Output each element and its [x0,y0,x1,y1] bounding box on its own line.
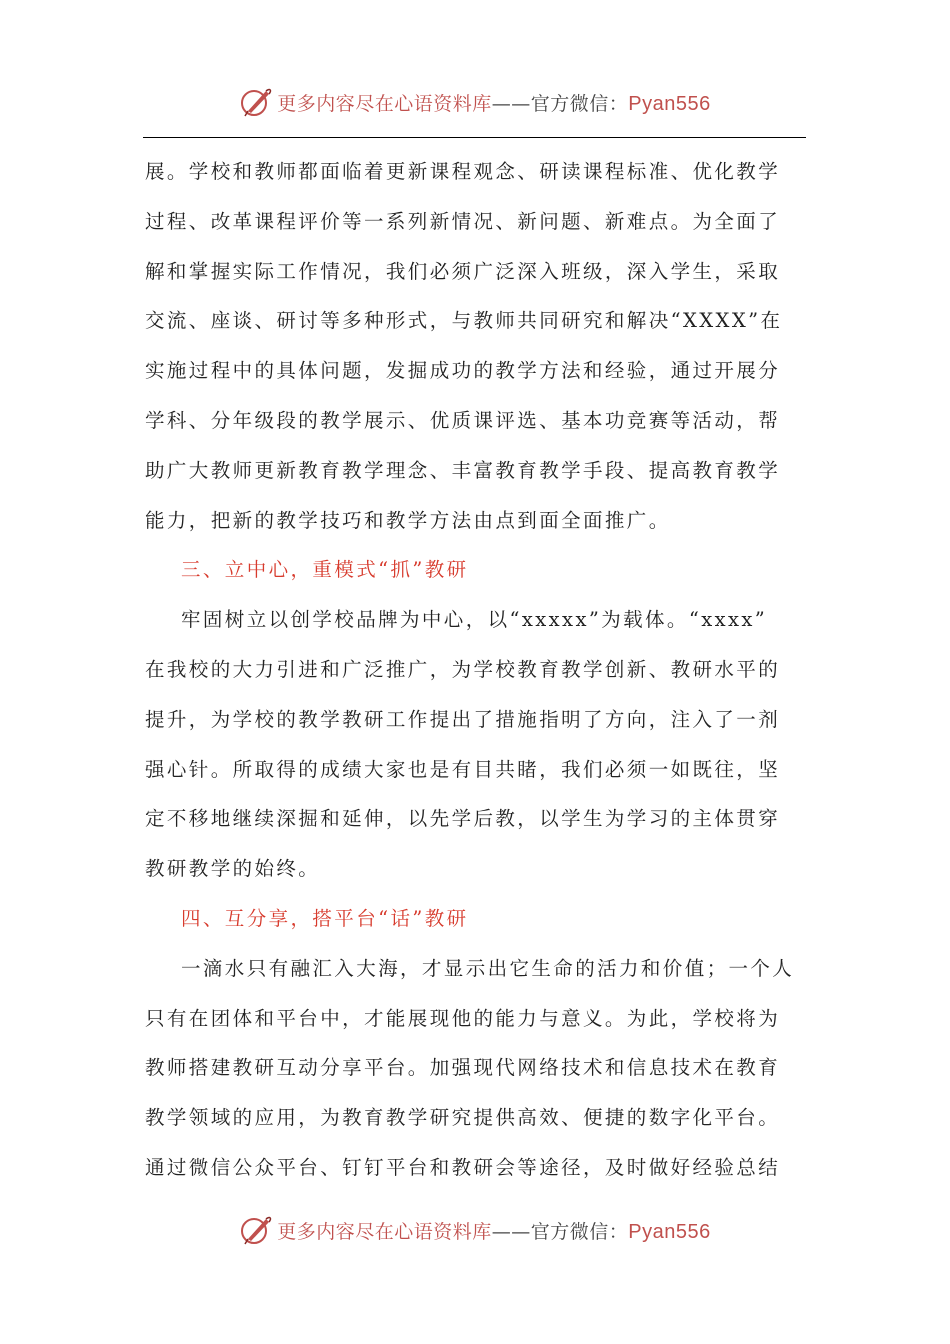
body-line: 解和掌握实际工作情况，我们必须广泛深入班级，深入学生，采取 [145,259,781,283]
header-site-name: 更多内容尽在心语资料库 [277,92,492,115]
body-line: 交流、座谈、研讨等多种形式，与教师共同研究和解决“XXXX”在 [145,309,783,333]
body-line: 一滴水只有融汇入大海，才显示出它生命的活力和价值；一个人 [181,956,795,980]
body-line: 定不移地继续深掘和延伸，以先学后教，以学生为学习的主体贯穿 [145,807,781,831]
body-line: 提升，为学校的教学教研工作提出了措施指明了方向，注入了一剂 [145,707,781,731]
footer-site-name: 更多内容尽在心语资料库 [277,1220,492,1243]
quill-logo-icon [239,1213,273,1247]
body-line: 助广大教师更新教育教学理念、丰富教育教学手段、提高教育教学 [145,458,781,482]
quill-logo-icon [239,85,273,119]
document-body [145,147,805,1193]
body-line: 展。学校和教师都面临着更新课程观念、研读课程标准、优化教学 [145,160,781,183]
footer-banner [0,1210,950,1250]
body-line: 只有在团体和平台中，才能展现他的能力与意义。为此，学校将为 [145,1006,781,1030]
body-line: 过程、改革课程评价等一系列新情况、新问题、新难点。为全面了 [145,209,781,233]
footer-separator: —— [491,1220,531,1243]
header-separator: —— [491,92,531,115]
footer-wechat-id: Pyan556 [628,1220,711,1243]
body-line: 实施过程中的具体问题，发掘成功的教学方法和经验，通过开展分 [145,359,781,383]
section-heading-4: 四、互分享，搭平台“话”教研 [181,906,469,930]
header-banner [0,82,950,122]
body-line: 教学领域的应用，为教育教学研究提供高效、便捷的数字化平台。 [145,1106,781,1130]
header-wechat-label: 官方微信： [530,92,629,115]
body-line: 强心针。所取得的成绩大家也是有目共睹，我们必须一如既往，坚 [145,757,781,781]
body-line: 在我校的大力引进和广泛推广，为学校教育教学创新、教研水平的 [145,657,781,681]
header-wechat-id: Pyan556 [628,92,711,115]
body-line: 教师搭建教研互动分享平台。加强现代网络技术和信息技术在教育 [145,1056,781,1080]
footer-banner-text [277,1217,711,1244]
header-banner-text [277,89,711,116]
body-line: 牢固树立以创学校品牌为中心，以“xxxxx”为载体。“xxxx” [181,608,768,632]
body-line: 通过微信公众平台、钉钉平台和教研会等途径，及时做好经验总结 [145,1155,781,1179]
body-line: 能力，把新的教学技巧和教学方法由点到面全面推广。 [145,508,671,532]
header-divider [143,137,806,138]
body-line: 教研教学的始终。 [145,857,321,881]
body-line: 学科、分年级段的教学展示、优质课评选、基本功竞赛等活动，帮 [145,408,781,432]
footer-wechat-label: 官方微信： [530,1220,629,1243]
section-heading-3: 三、立中心，重模式“抓”教研 [181,558,469,582]
